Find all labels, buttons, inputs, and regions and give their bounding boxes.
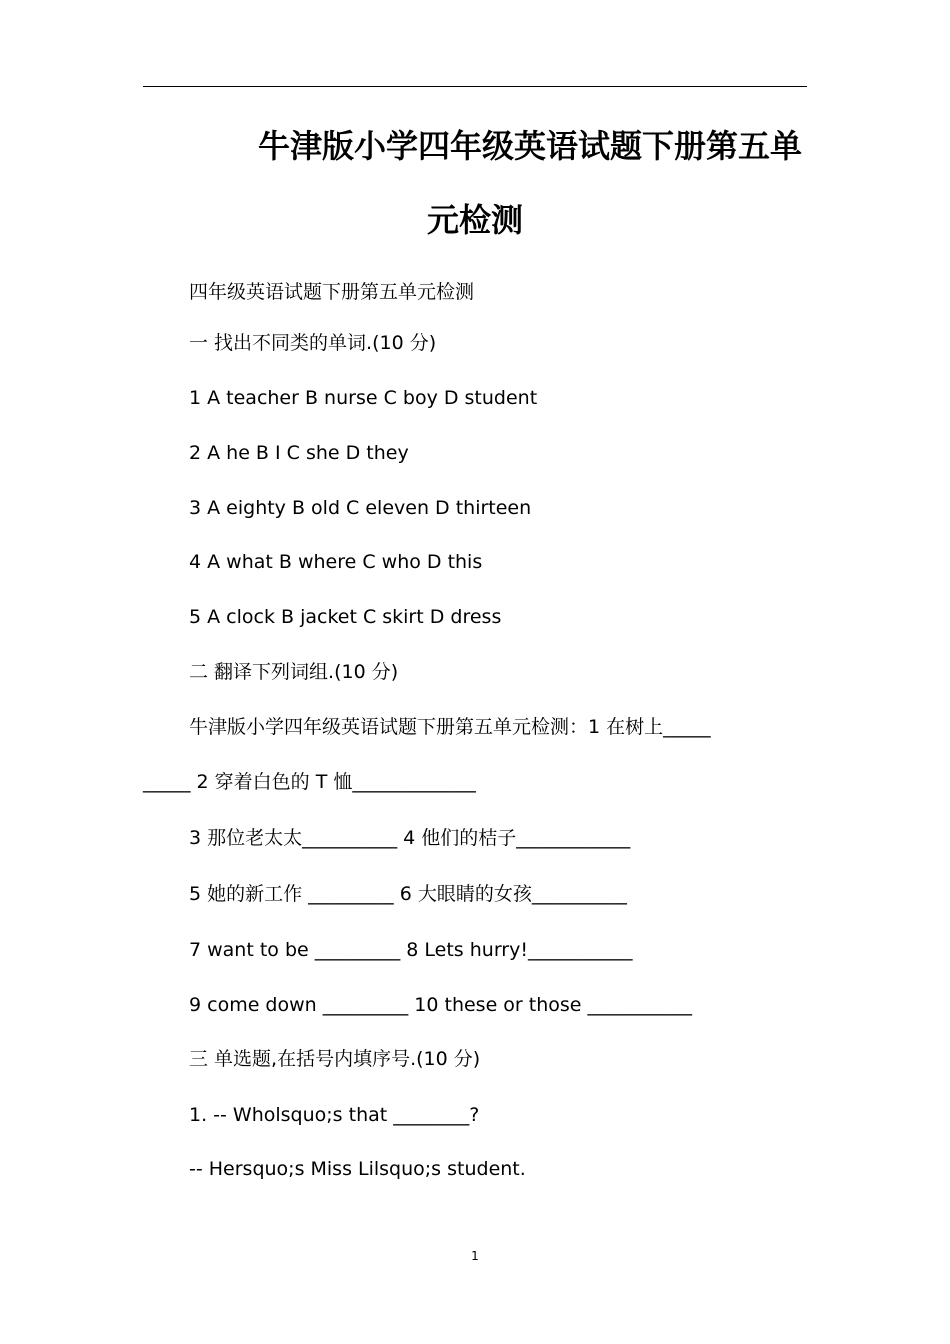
question-1-5: 5 A clock B jacket C skirt D dress bbox=[189, 606, 502, 628]
question-1-2: 2 A he B I C she D they bbox=[189, 442, 409, 464]
question-3-1-answer-line: -- Hersquo;s Miss Lilsquo;s student. bbox=[189, 1158, 526, 1180]
section-2-line-1: 牛津版小学四年级英语试题下册第五单元检测：1 在树上_____ bbox=[189, 716, 711, 738]
section-2-heading: 二 翻译下列词组.(10 分) bbox=[189, 661, 399, 683]
document-title-line-2: 元检测 bbox=[426, 201, 523, 239]
section-2-line-5: 7 want to be _________ 8 Lets hurry!___________ bbox=[189, 939, 633, 961]
top-rule bbox=[143, 86, 807, 87]
section-2-line-2: _____ 2 穿着白色的 T 恤_____________ bbox=[143, 771, 476, 793]
question-1-1: 1 A teacher B nurse C boy D student bbox=[189, 387, 538, 409]
section-3-heading: 三 单选题,在括号内填序号.(10 分) bbox=[189, 1048, 481, 1070]
document-title-line-1: 牛津版小学四年级英语试题下册第五单 bbox=[257, 127, 802, 165]
section-2-line-6: 9 come down _________ 10 these or those ___________ bbox=[189, 994, 693, 1016]
question-3-1: 1. -- Wholsquo;s that ________? bbox=[189, 1104, 480, 1126]
subtitle: 四年级英语试题下册第五单元检测 bbox=[189, 281, 475, 303]
section-2-line-3: 3 那位老太太__________ 4 他们的桔子____________ bbox=[189, 827, 631, 849]
section-1-heading: 一 找出不同类的单词.(10 分) bbox=[189, 332, 437, 354]
question-1-3: 3 A eighty B old C eleven D thirteen bbox=[189, 497, 532, 519]
section-2-line-4: 5 她的新工作 _________ 6 大眼睛的女孩__________ bbox=[189, 883, 627, 905]
question-1-4: 4 A what B where C who D this bbox=[189, 551, 483, 573]
page-number: 1 bbox=[471, 1249, 479, 1263]
